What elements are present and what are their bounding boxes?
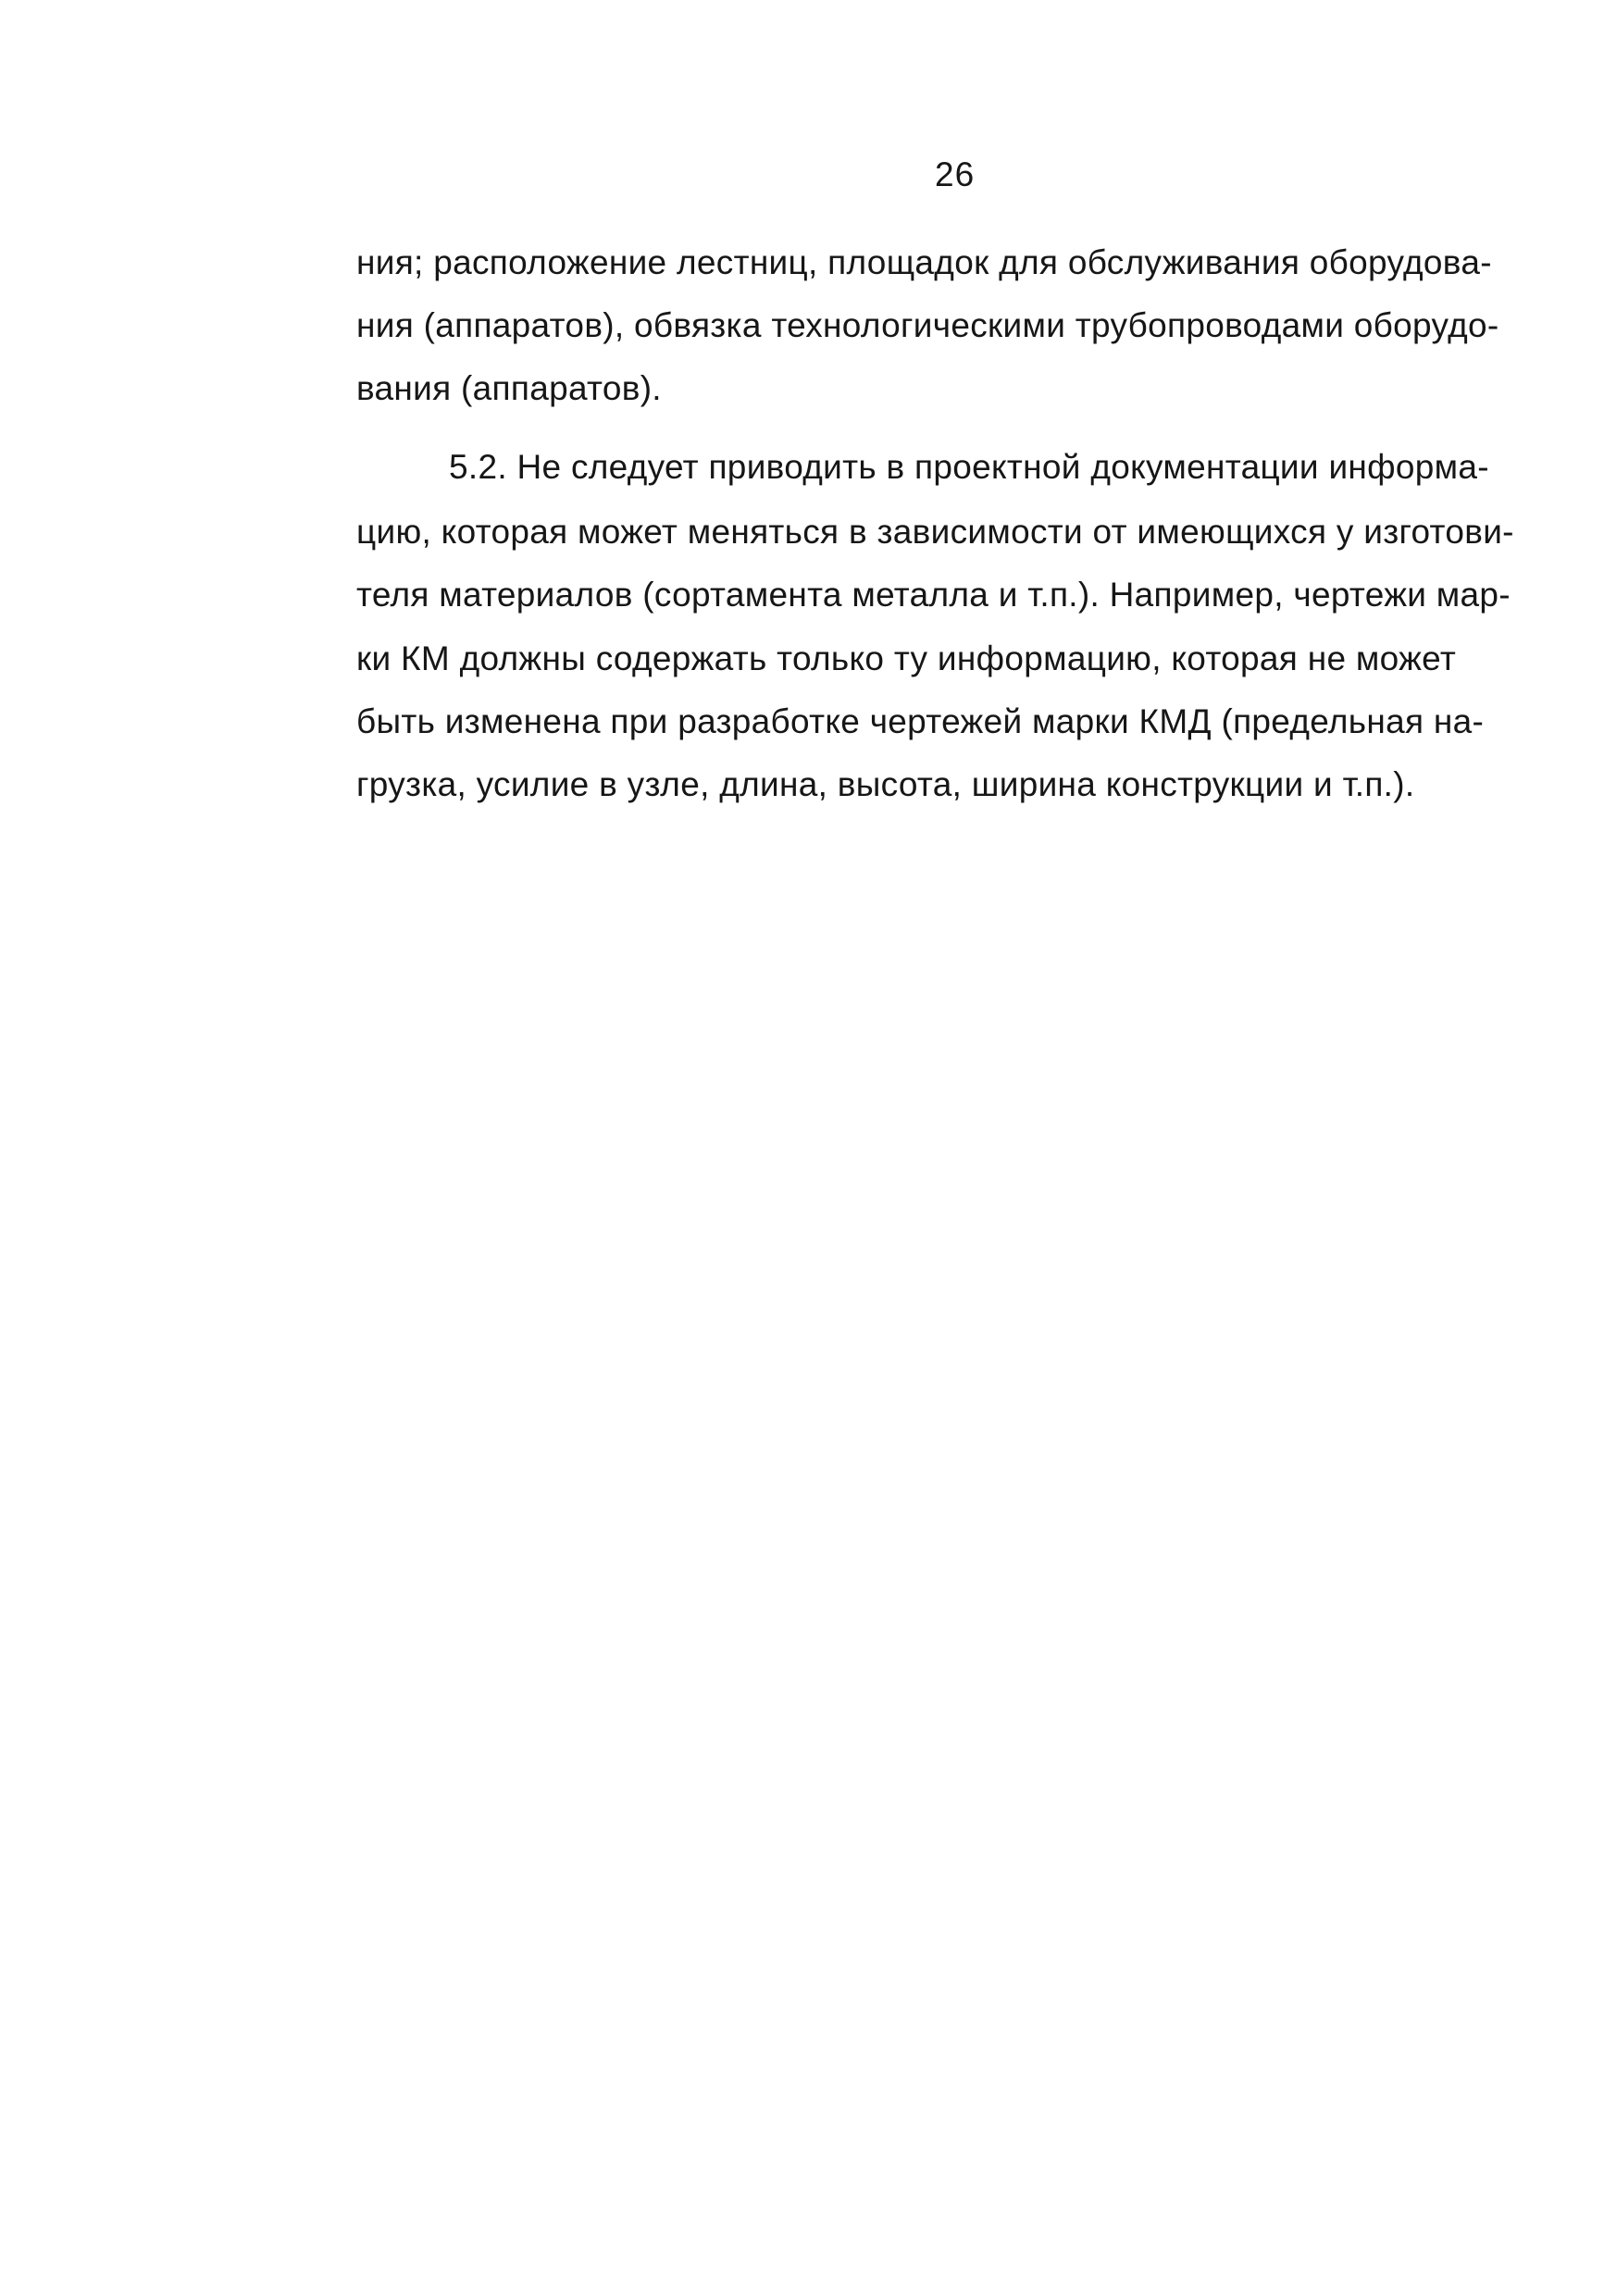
paragraph-5-2-line-1: 5.2. Не следует приводить в проектной документации информа- (449, 448, 1489, 486)
paragraph-5-2-line-6: грузка, усилие в узле, длина, высота, ширина конструкции и т.п.). (356, 765, 1415, 803)
paragraph-5-2-line-3: теля материалов (сортамента металла и т.п.). Например, чертежи мар- (356, 576, 1511, 614)
paragraph-5-2-line-5: быть изменена при разработке чертежей марки КМД (предельная на- (356, 702, 1485, 740)
continuation-line-3: вания (аппаратов). (356, 369, 662, 407)
continuation-line-2: ния (аппаратов), обвязка технологическими трубопроводами оборудо- (356, 306, 1499, 344)
continuation-line-1: ния; расположение лестниц, площадок для обслуживания оборудова- (356, 243, 1492, 281)
paragraph-5-2-line-2: цию, которая может меняться в зависимости от имеющихся у изготови- (356, 513, 1514, 551)
paragraph-5-2-line-4: ки КМ должны содержать только ту информацию, которая не может (356, 639, 1457, 677)
page-number: 26 (935, 155, 976, 193)
